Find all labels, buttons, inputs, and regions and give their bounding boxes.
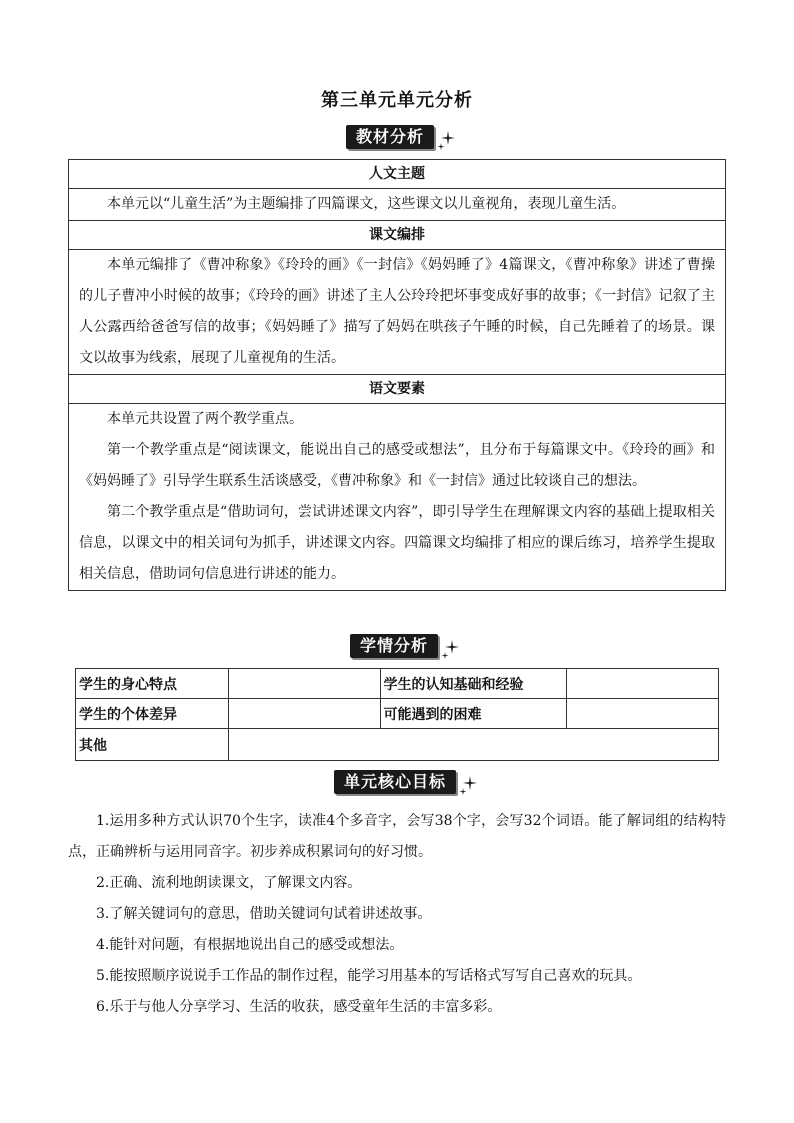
section-label: 教材分析 bbox=[346, 125, 434, 149]
arrangement-header: 课文编排 bbox=[69, 221, 726, 250]
label-cell: 学生的认知基础和经验 bbox=[380, 669, 567, 699]
section-badge-textbook bbox=[346, 125, 434, 149]
value-cell bbox=[228, 699, 380, 729]
page-title: 第三单元单元分析 bbox=[321, 90, 473, 111]
section-label: 单元核心目标 bbox=[334, 770, 456, 794]
value-cell bbox=[567, 699, 719, 729]
value-cell bbox=[567, 669, 719, 699]
goal-item: 3.了解关键词句的意思，借助关键词句试着讲述故事。 bbox=[96, 906, 432, 922]
sparkle-icon bbox=[436, 129, 456, 151]
textbook-analysis-table bbox=[68, 159, 726, 591]
goals-list bbox=[68, 806, 726, 1023]
value-cell bbox=[228, 669, 380, 699]
goal-item: 2.正确、流利地朗读课文，了解课文内容。 bbox=[96, 875, 362, 891]
theme-cell bbox=[69, 189, 726, 221]
elements-paragraph: 第二个教学重点是“借助词句，尝试讲述课文内容”，即引导学生在理解课文内容的基础上提取相关信息，以课文中的相关词句为抓手，讲述课文内容。四篇课文均编排了相应的课后练习，培养学生提取相关信息，借助词句信息进行讲述的能力。 bbox=[79, 504, 715, 582]
goal-item: 4.能针对问题，有根据地说出自己的感受或想法。 bbox=[96, 937, 404, 953]
sparkle-icon bbox=[458, 774, 478, 796]
label-cell: 学生的身心特点 bbox=[76, 669, 229, 699]
arrangement-text: 本单元编排了《曹冲称象》《玲玲的画》《一封信》《妈妈睡了》4篇课文，《曹冲称象》讲述了曹操的儿子曹冲小时候的故事；《玲玲的画》讲述了主人公玲玲把坏事变成好事的故事；《一封信》记叙了主人公露西给爸爸写信的故事；《妈妈睡了》描写了妈妈在哄孩子午睡的时候，自己先睡着了的场景。课文以故事为线索，展现了儿童视角的生活。 bbox=[79, 257, 715, 366]
theme-text: 本单元以“儿童生活”为主题编排了四篇课文，这些课文以儿童视角，表现儿童生活。 bbox=[107, 196, 626, 212]
theme-header: 人文主题 bbox=[69, 160, 726, 189]
label-cell: 学生的个体差异 bbox=[76, 699, 229, 729]
section-badge-goals bbox=[334, 770, 456, 794]
goal-item: 6.乐于与他人分享学习、生活的收获，感受童年生活的丰富多彩。 bbox=[96, 999, 502, 1015]
value-cell bbox=[228, 729, 718, 761]
label-cell: 其他 bbox=[76, 729, 229, 761]
section-badge-learner bbox=[350, 634, 438, 658]
elements-cell bbox=[69, 404, 726, 591]
elements-paragraph: 本单元共设置了两个教学重点。 bbox=[107, 411, 303, 427]
elements-header: 语文要素 bbox=[69, 375, 726, 404]
sparkle-icon bbox=[440, 638, 460, 660]
goal-item: 5.能按照顺序说说手工作品的制作过程，能学习用基本的写话格式写写自己喜欢的玩具。 bbox=[96, 968, 642, 984]
label-cell: 可能遇到的困难 bbox=[380, 699, 567, 729]
elements-paragraph: 第一个教学重点是“阅读课文，能说出自己的感受或想法”，且分布于每篇课文中。《玲玲的画》和《妈妈睡了》引导学生联系生活谈感受，《曹冲称象》和《一封信》通过比较谈自己的想法。 bbox=[79, 442, 715, 489]
section-label: 学情分析 bbox=[350, 634, 438, 658]
arrangement-cell bbox=[69, 250, 726, 375]
learner-analysis-table bbox=[75, 668, 719, 761]
goal-item: 1.运用多种方式认识70个生字，读准4个多音字，会写38个字，会写32个词语。能了解词组的结构特点，正确辨析与运用同音字。初步养成积累词句的好习惯。 bbox=[68, 813, 726, 860]
